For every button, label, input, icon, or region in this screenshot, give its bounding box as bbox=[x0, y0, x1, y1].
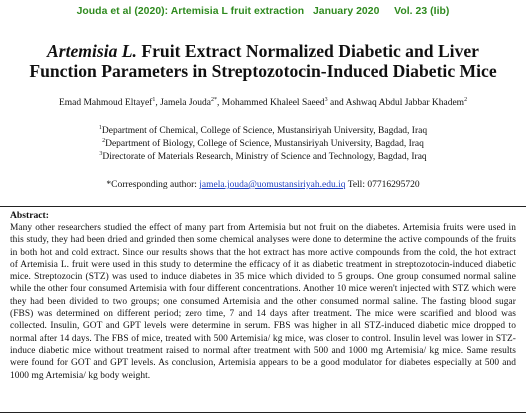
abstract-section bbox=[0, 206, 526, 413]
title-genus: Artemisia L. bbox=[47, 41, 137, 61]
affiliation-item bbox=[0, 125, 526, 138]
corresponding-author bbox=[0, 180, 526, 190]
abstract-body: Many other researchers studied the effect of many part from Artemisia but not fruit on the diabetes. Artemisia fruits were used in this study, they had been dried and grinded then some chemical analyses were done to determine the active compounds of the fruits in both hot and cold extract. Since our results shows that the hot extract has more active compounds from the cold, the hot extract of Artemisia L. fruit were used in this study to determine the efficacy of it as diabetic treatment in streptozotocin-induced diabetic mice. Streptozocin (STZ) was used to induce diabetes in 35 mice which divided to 5 groups. One group consumed normal saline while the other four consumed Artemisia with four different concentrations. Another 10 mice weren't injected with STZ which were they had been divided to two groups; one consumed Artemisia and the other consumed normal saline. The fasting blood sugar (FBS) was determined on different period; zero time, 7 and 14 days after treatment. The mice were scarified and blood was collected. Insulin, GOT and GPT levels were determine in serum. FBS was higher in all STZ-induced diabetic mice dropped to normal after 14 days. The FBS of mice, treated with 500 Artemisia/ kg mice, was closer to control. Insulin level was lower in STZ-induce diabetic mice without treatment raised to normal after treatment with 500 and 1000 mg Artemisia/ kg mice. Same results were found for GOT and GPT levels. As conclusion, Artemisia appears to be a good modulator for diabetes especially at 500 and 1000 mg Artemisia/ kg body weight. bbox=[10, 223, 516, 381]
abstract-heading: Abstract: bbox=[10, 210, 49, 221]
author-affiliation-mark: 2 bbox=[464, 96, 468, 103]
corresponding-phone: Tell: 07716295720 bbox=[345, 180, 420, 190]
affiliation-item bbox=[0, 138, 526, 151]
running-head: Jouda et al (2020): Artemisia L fruit extraction January 2020 Vol. 23 (Iib) bbox=[76, 6, 450, 17]
title-line-1-rest: Fruit Extract Normalized Diabetic and Liver bbox=[136, 41, 479, 61]
corresponding-email-link[interactable]: jamela.jouda@uomustansiriyah.edu.iq bbox=[199, 180, 346, 190]
affiliation-mark: 2 bbox=[102, 137, 106, 144]
title-line-2: Function Parameters in Streptozotocin-Induced Diabetic Mice bbox=[29, 61, 497, 81]
corresponding-label: *Corresponding author: bbox=[106, 180, 200, 190]
author-separator: , bbox=[217, 98, 222, 108]
author-list bbox=[0, 98, 526, 108]
author-affiliation-mark: 3 bbox=[324, 96, 328, 103]
author-name: Mohammed Khaleel Saeed bbox=[221, 98, 325, 108]
title-line-1 bbox=[10, 41, 516, 61]
affiliation-item bbox=[0, 151, 526, 164]
author-name: Ashwaq Abdul Jabbar Khadem bbox=[345, 98, 465, 108]
author-affiliation-mark: 2* bbox=[211, 96, 217, 103]
author-name: Emad Mahmoud Eltayef bbox=[58, 98, 153, 108]
author-separator: , bbox=[155, 98, 161, 108]
author-affiliation-mark: 1 bbox=[152, 96, 156, 103]
affiliation-text: Directorate of Materials Research, Ministry of Science and Technology, Bagdad, Iraq bbox=[102, 152, 427, 162]
affiliation-text: Department of Chemical, College of Science, Mustansiriyah University, Bagdad, Iraq bbox=[101, 126, 428, 136]
affiliation-list bbox=[0, 125, 526, 164]
affiliation-mark: 1 bbox=[98, 124, 102, 131]
author-separator: and bbox=[327, 98, 346, 108]
paper-title bbox=[10, 41, 516, 81]
affiliation-text: Department of Biology, College of Science, Mustansiriyah University, Bagdad, Iraq bbox=[105, 139, 424, 149]
author-name: Jamela Jouda bbox=[160, 98, 211, 108]
affiliation-mark: 3 bbox=[99, 150, 103, 157]
